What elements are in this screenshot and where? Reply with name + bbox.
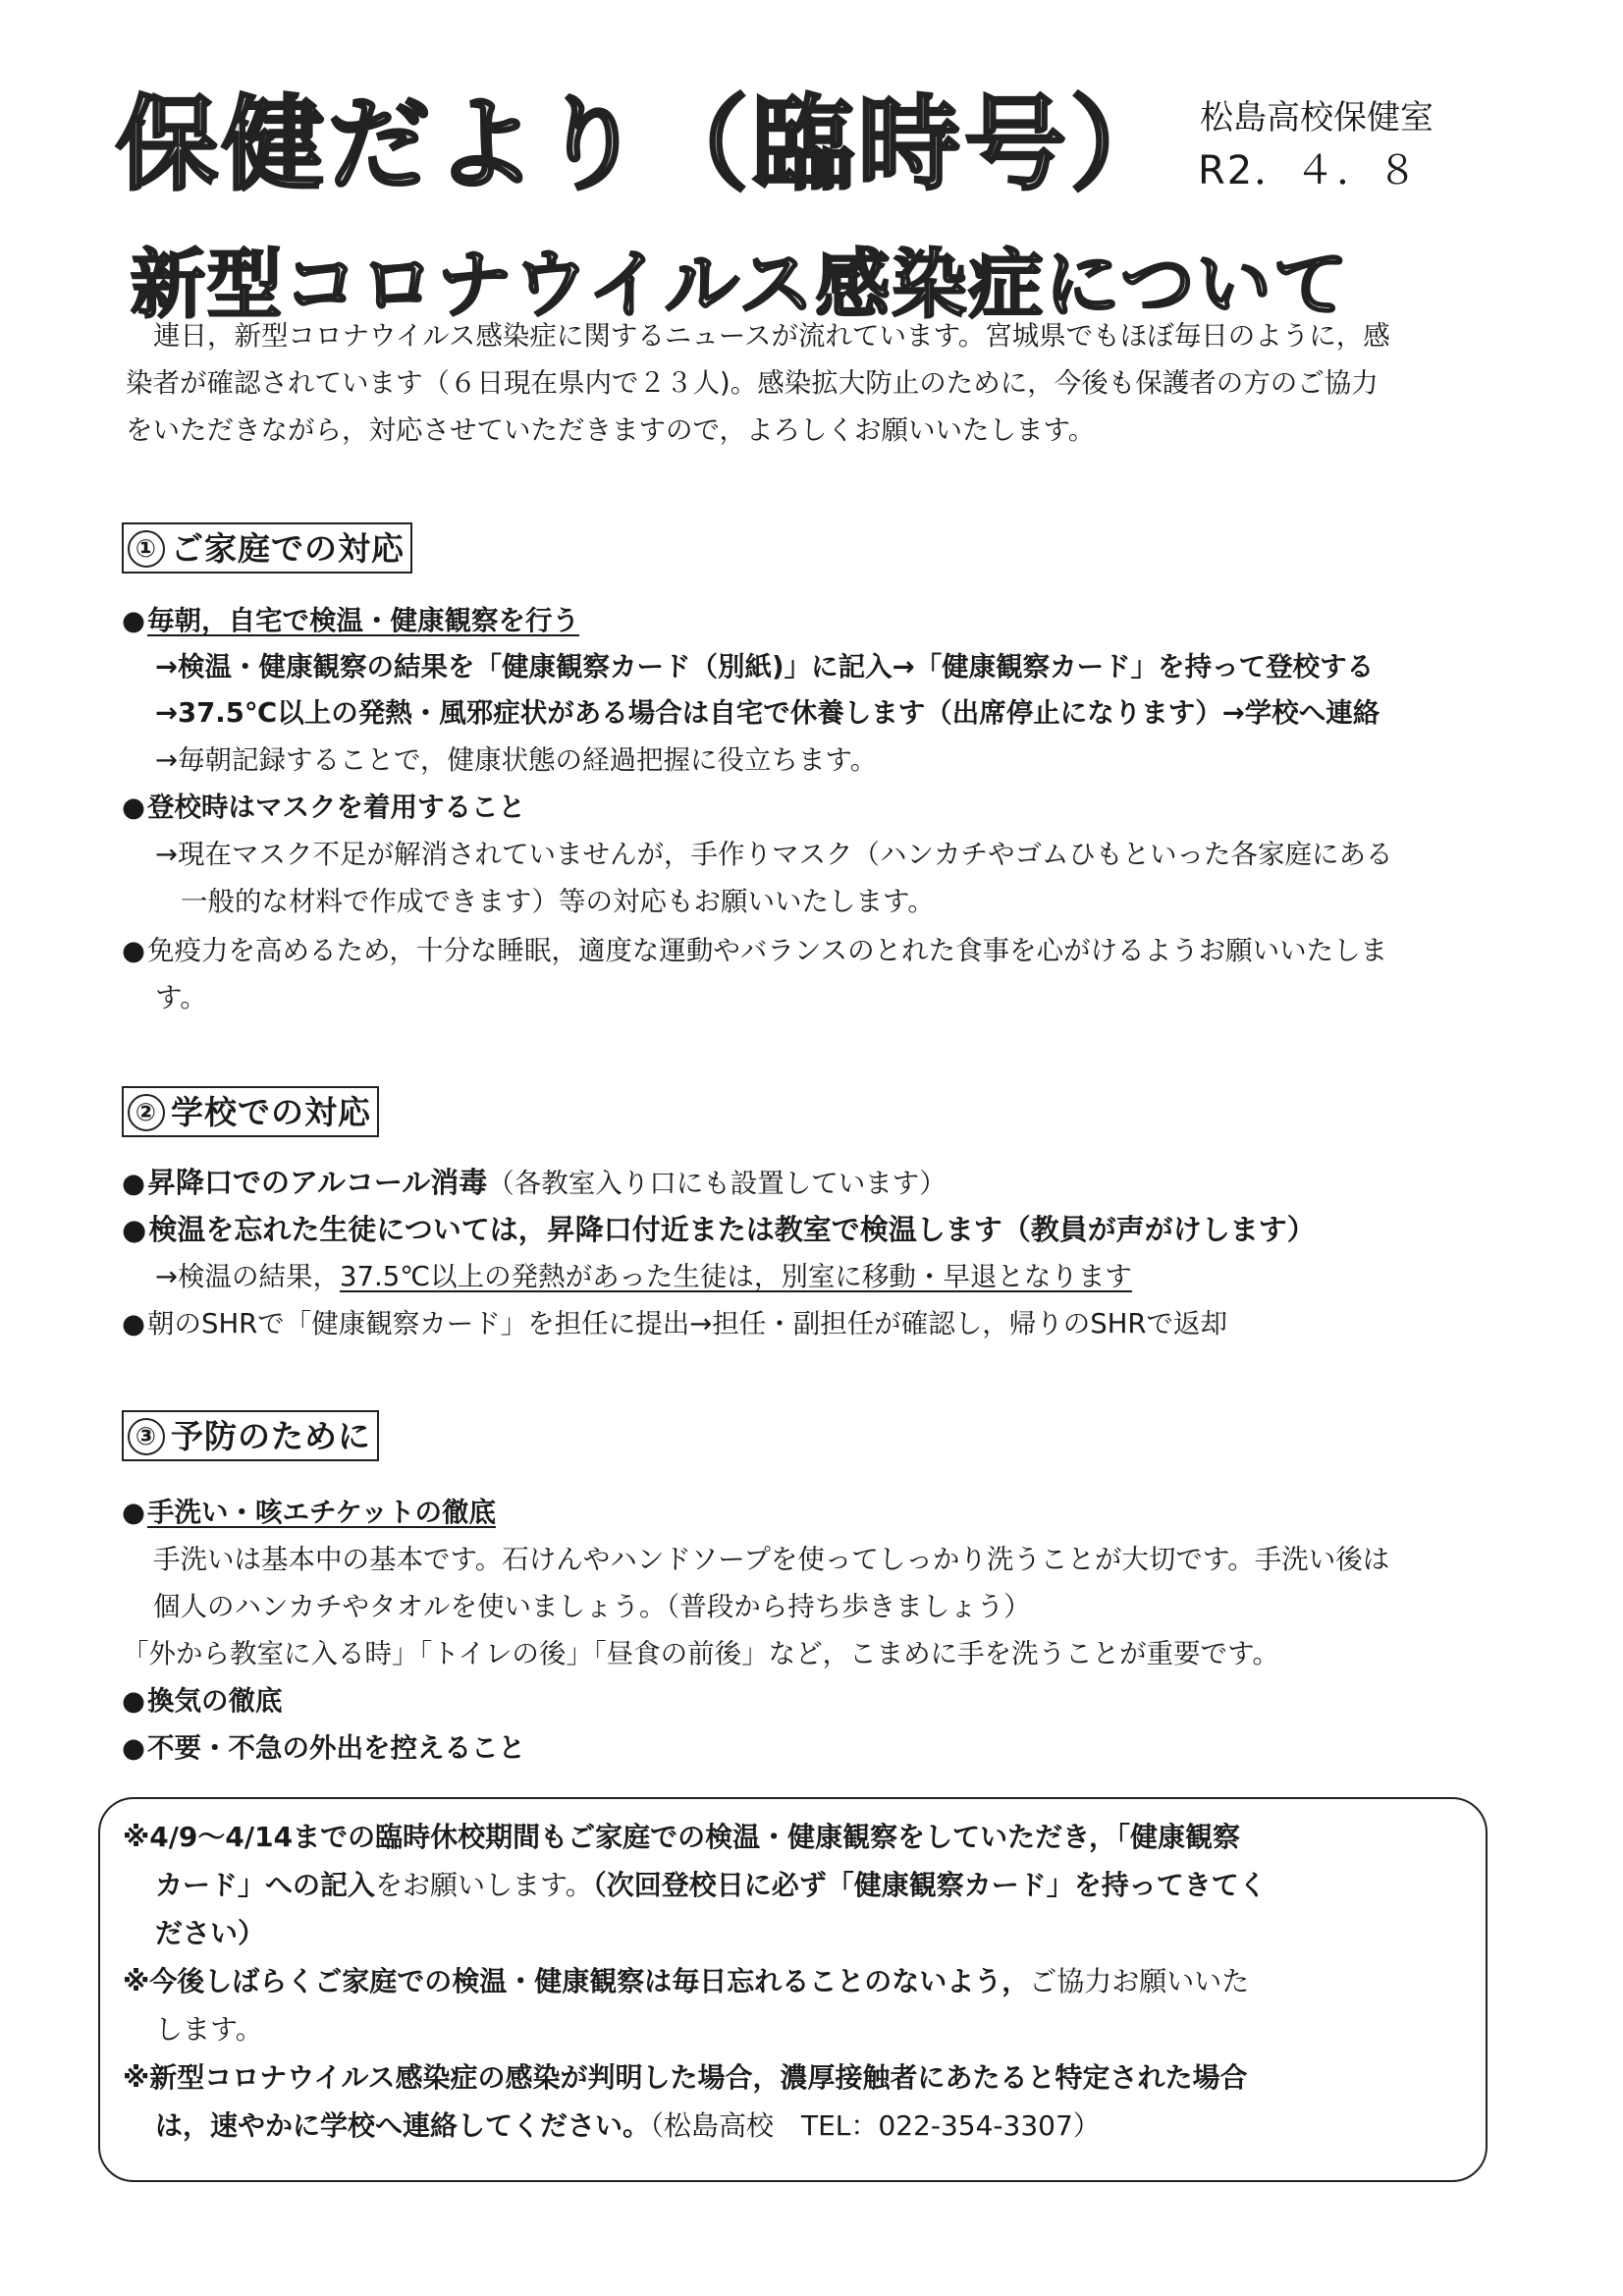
item-note: （各教室入り口にも設置しています） <box>487 1168 947 1199</box>
list-item <box>122 927 1387 974</box>
list-item <box>122 1159 947 1207</box>
item-heading: 手洗い・咳エチケットの徹底 <box>147 1497 497 1528</box>
bullet-icon: ● <box>122 1213 147 1246</box>
intro-paragraph <box>126 312 1500 454</box>
item-text: →検温の結果， <box>155 1261 341 1292</box>
item-heading: 不要・不急の外出を控えること <box>147 1732 525 1764</box>
item-heading: 検温を忘れた生徒については，昇降口付近または教室で検温します（教員が声がけします） <box>148 1213 1316 1246</box>
list-subitem: 手洗いは基本中の基本です。石けんやハンドソープを使ってしっかり洗うことが大切です。手洗い後は <box>153 1544 1390 1575</box>
list-item <box>122 597 579 644</box>
issuer: 松島高校保健室 <box>1200 98 1434 137</box>
item-heading: 換気の徹底 <box>147 1685 283 1717</box>
subtitle: 新型コロナウイルス感染症について <box>131 241 1350 328</box>
list-subitem: →検温・健康観察の結果を「健康観察カード（別紙)」に記入→「健康観察カード」を持って登校する <box>155 651 1375 683</box>
list-item <box>122 784 525 831</box>
notice-line: ださい） <box>155 1917 266 1949</box>
list-item <box>122 1300 1227 1347</box>
list-subitem: 個人のハンカチやタオルを使いましょう。（普段から持ち歩きましょう） <box>153 1591 1031 1622</box>
intro-line: 染者が確認されています（６日現在県内で２３人)。感染拡大防止のために，今後も保護者の方のご協力 <box>126 367 1379 399</box>
section-heading-prevention <box>122 1410 379 1461</box>
section-number: ② <box>128 1094 165 1131</box>
notice-line: ※新型コロナウイルス感染症の感染が判明した場合，濃厚接触者にあたると特定された場合 <box>123 2061 1248 2094</box>
notice-line: ※4/9〜4/14までの臨時休校期間もご家庭での検温・健康観察をしていただき，「健康観察 <box>123 1821 1240 1853</box>
bullet-icon: ● <box>122 1685 145 1717</box>
bullet-icon: ● <box>122 1497 145 1528</box>
section-title: ご家庭での対応 <box>171 529 405 568</box>
list-item <box>122 1489 496 1536</box>
bullet-icon: ● <box>122 1308 145 1339</box>
list-subitem: →現在マスク不足が解消されていませんが，手作りマスク（ハンカチやゴムひもといった各家庭にある <box>155 839 1393 870</box>
notice-text-bold: カード」への記入 <box>155 1869 376 1901</box>
notice-text: をお願いします。 <box>375 1869 593 1901</box>
notice-line <box>123 1957 1249 2005</box>
bullet-icon: ● <box>122 792 145 823</box>
bullet-icon: ● <box>122 1732 145 1764</box>
item-heading: 昇降口でのアルコール消毒 <box>147 1166 488 1199</box>
item-text: 朝のSHRで「健康観察カード」を担任に提出→担任・副担任が確認し，帰りのSHRで返却 <box>147 1308 1228 1339</box>
list-item <box>122 1677 283 1724</box>
list-subitem: す。 <box>155 982 207 1013</box>
list-item <box>122 1206 1316 1253</box>
list-subitem <box>155 1253 1132 1300</box>
newsletter-title: 保健だより（臨時号） <box>116 84 1177 204</box>
item-text-underlined: 37.5℃以上の発熱があった生徒は，別室に移動・早退となります <box>340 1261 1132 1292</box>
notice-text-bold: （次回登校日に必ず「健康観察カード」を持ってきてく <box>592 1869 1267 1901</box>
section-number: ① <box>128 530 165 568</box>
bullet-icon: ● <box>122 935 145 966</box>
intro-line: 連日，新型コロナウイルス感染症に関するニュースが流れています。宮城県でもほぼ毎日のように，感 <box>153 320 1390 352</box>
item-heading: 登校時はマスクを着用すること <box>147 792 525 823</box>
notice-line <box>155 2102 1101 2150</box>
intro-line: をいただきながら，対応させていただきますので，よろしくお願いいたします。 <box>126 414 1096 446</box>
issue-date: R2．４．８ <box>1198 148 1420 193</box>
notice-text: ご協力お願いいた <box>1029 1965 1250 1997</box>
list-subitem: 一般的な材料で作成できます）等の対応もお願いいたします。 <box>181 886 935 917</box>
list-subitem: 「外から教室に入る時」「トイレの後」「昼食の前後」など，こまめに手を洗うことが重要です。 <box>122 1638 1279 1669</box>
section-title: 学校での対応 <box>171 1093 371 1131</box>
list-subitem: →毎朝記録することで，健康状態の経過把握に役立ちます。 <box>155 744 878 776</box>
notice-text-bold: は，速やかに学校へ連絡してください。 <box>155 2109 651 2142</box>
section-heading-school <box>122 1086 379 1137</box>
list-subitem: →37.5℃以上の発熱・風邪症状がある場合は自宅で休養します（出席停止になります）→学校へ連絡 <box>155 697 1380 729</box>
bullet-icon: ● <box>122 1168 145 1199</box>
section-heading-home <box>122 522 412 574</box>
item-text: 免疫力を高めるため，十分な睡眠，適度な運動やバランスのとれた食事を心がけるようお願いいたしま <box>147 935 1388 966</box>
school-contact: （松島高校 TEL：022-354-3307） <box>650 2109 1101 2142</box>
bullet-icon: ● <box>122 605 145 636</box>
list-item <box>122 1724 525 1772</box>
section-title: 予防のために <box>171 1417 371 1455</box>
notice-line <box>155 1861 1267 1909</box>
item-heading: 毎朝，自宅で検温・健康観察を行う <box>147 605 579 636</box>
notice-line: します。 <box>155 2013 263 2046</box>
section-number: ③ <box>128 1418 165 1455</box>
notice-text-bold: ※今後しばらくご家庭での検温・健康観察は毎日忘れることのないよう， <box>123 1965 1030 1997</box>
